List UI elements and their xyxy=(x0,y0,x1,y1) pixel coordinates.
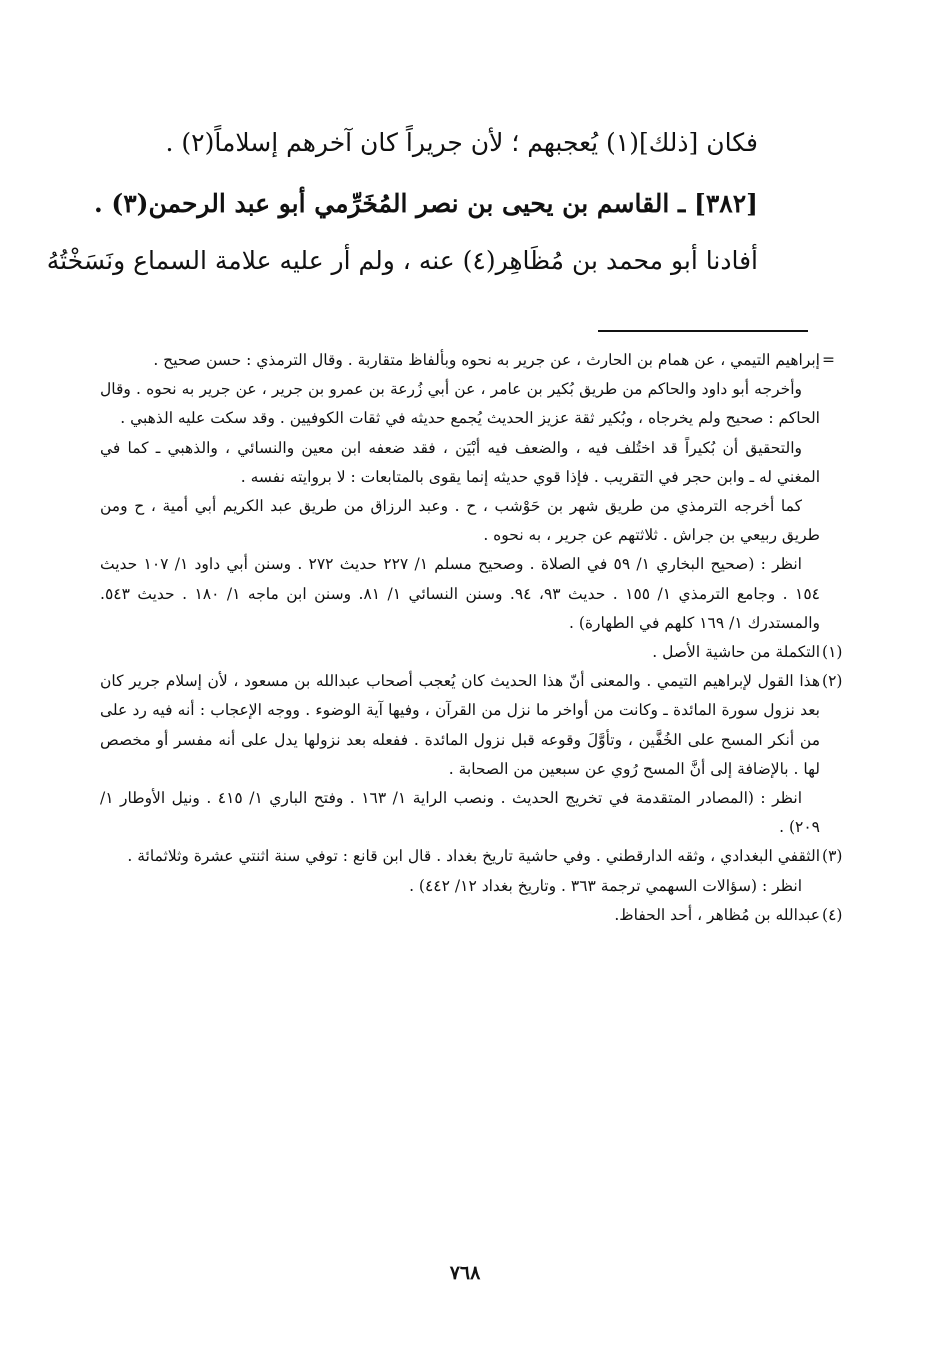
footnote-1 xyxy=(100,638,843,667)
continuation-marker: = xyxy=(822,351,835,369)
footnote-4 xyxy=(100,901,843,930)
footnote-separator xyxy=(598,330,808,332)
footnote-paragraph: والتحقيق أن بُكيراً قد اختُلف فيه ، والضعف فيه أبْيَن ، فقد ضعفه ابن معين والنسائي ، والذهبي ـ كما في المغني له ـ وابن حجر في التقريب . فإذا قوي حديثه إنما يقوى بالمتابعات : لا بروايته نفسه . xyxy=(100,438,820,486)
footnote-paragraph: الثقفي البغدادي ، وثقه الدارقطني . وفي حاشية تاريخ بغداد . قال ابن قانع : توفي سنة اثنتي عشرة وثلاثمائة . xyxy=(127,847,820,866)
footnote-paragraph: التكملة من حاشية الأصل . xyxy=(652,643,820,662)
footnote-marker: (٤) xyxy=(822,905,843,924)
footnote-paragraph: انظر : (صحيح البخاري ١/ ٥٩ في الصلاة . وصحيح مسلم ١/ ٢٢٧ حديث ٢٧٢ . وسنن أبي داود ١/ ١٠٧ حديث ١٥٤ . وجامع الترمذي ١/ ١٥٥ . حديث ٩٣، ٩٤. وسنن النسائي ١/ ٨١. وسنن ابن ماجه ١/ ١٨٠ . حديث ٥٤٣. والمستدرك ١/ ١٦٩ كلهم في الطهارة) . xyxy=(100,555,820,632)
footnote-marker: (٣) xyxy=(822,847,843,866)
footnotes xyxy=(100,346,843,930)
footnote-paragraph: هذا القول لإبراهيم التيمي . والمعنى أنّ هذا الحديث كان يُعجب أصحاب عبدالله بن مسعود ، لأن إسلام جرير كان بعد نزول سورة المائدة ـ وكانت من أواخر ما نزل من القرآن ، وفيها آية الوضوء . ووجه الإعجاب : أنه فيه رد على من أنكر المسح على الخُفَّين ، وتأوَّلَ وقوعه قبل نزول المائدة . ففعله بعد نزولها يدل على أنه مفسر أو مخصص لها . بالإضافة إلى أنَّ المسح رُوي عن سبعين من الصحابة . xyxy=(100,672,820,778)
footnote-paragraph: انظر : (المصادر المتقدمة في تخريج الحديث . ونصب الراية ١/ ١٦٣ . وفتح الباري ١/ ٤١٥ . ونيل الأوطار ١/ ٢٠٩) . xyxy=(100,789,820,837)
footnote-paragraph: إبراهيم التيمي ، عن همام بن الحارث ، عن جرير به نحوه وبألفاظ متقاربة . وقال الترمذي : حسن صحيح . xyxy=(153,351,820,369)
footnote-paragraph: انظر : (سؤالات السهمي ترجمة ٣٦٣ . وتاريخ بغداد ١٢/ ٤٤٢) . xyxy=(409,876,802,895)
page-number: ٧٦٨ xyxy=(449,1262,481,1284)
footnote-paragraph: وأخرجه أبو داود والحاكم من طريق بُكير بن عامر ، عن أبي زُرعة بن عمرو بن جرير ، عن جرير به نحوه . وقال الحاكم : صحيح ولم يخرجاه ، وبُكير ثقة عزيز الحديث يُجمع حديثه في ثقات الكوفيين . وقد سكت عليه الذهبي . xyxy=(100,380,820,428)
footnote-continued xyxy=(100,346,835,638)
footnote-marker: (١) xyxy=(822,643,843,662)
main-text-line: أفادنا أبو محمد بن مُظَاهِر(٤) عنه ، ولم أر عليه علامة السماع ونَسَخْتُهُ xyxy=(46,246,758,275)
footnote-paragraph: عبدالله بن مُظاهر ، أحد الحفاظ. xyxy=(614,905,820,924)
footnote-2 xyxy=(100,667,843,842)
footnote-paragraph: كما أخرجه الترمذي من طريق شهر بن حَوْشب ، ح . وعبد الرزاق من طريق عبد الكريم أبي أمية ، ح ومن طريق ربيعي بن جراش . ثلاثتهم عن جرير ، به نحوه . xyxy=(100,497,820,545)
footnote-3 xyxy=(100,842,843,900)
main-text-line: فكان [ذلك](١) يُعجبهم ؛ لأن جريراً كان آخرهم إسلاماً(٢) . xyxy=(165,128,758,157)
footnote-marker: (٢) xyxy=(822,672,843,691)
entry-heading: [٣٨٢] ـ القاسم بن يحيى بن نصر المُخَرِّمي أبو عبد الرحمن(٣) . xyxy=(93,189,758,218)
